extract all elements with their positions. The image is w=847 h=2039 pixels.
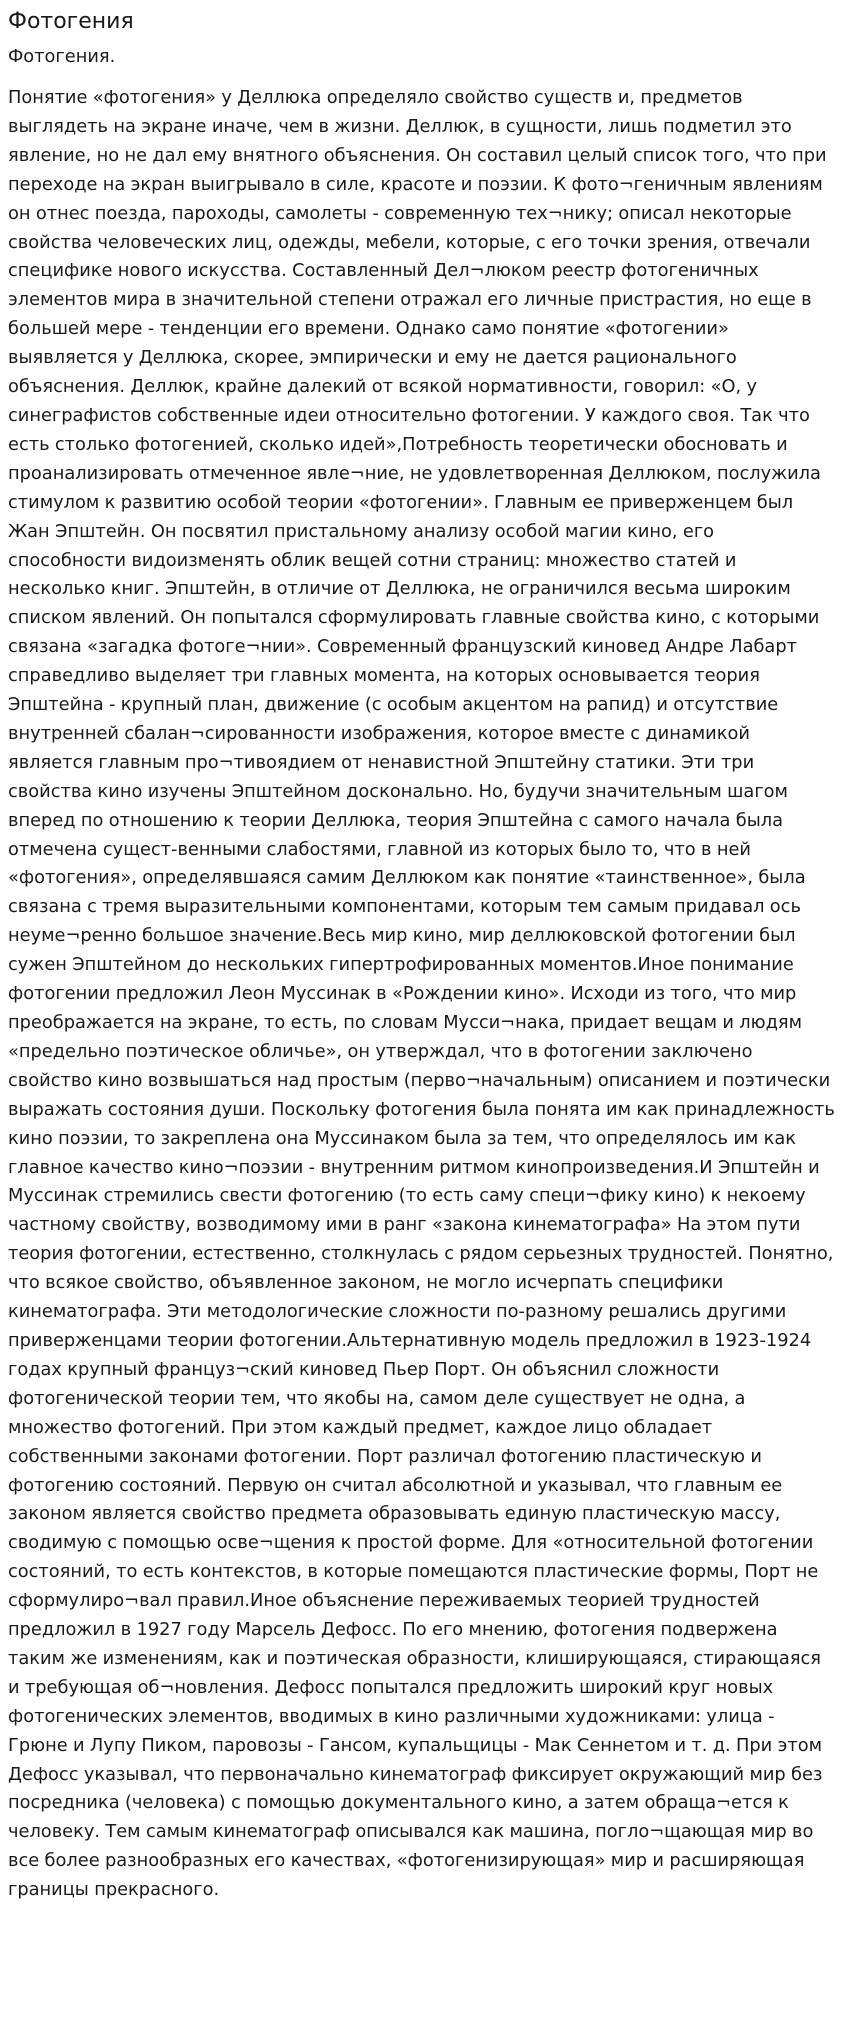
page-title: Фотогения <box>8 9 134 34</box>
article-subtitle: Фотогения. <box>8 46 116 67</box>
article-body: Понятие «фотогения» у Деллюка определяло свойство существ и, предметов выглядеть на экране иначе, чем в жизни. Деллюк, в сущности, лишь подметил это явление, но не дал ему внятного объяснения. Он составил целый список того, что при переходе на экран выигрывало в силе, красоте и поэзии. К фото¬геничным явлениям он отнес поезда, пароходы, самолеты - современную тех¬нику; описал некоторые свойства человеческих лиц, одежды, мебели, которые, с его точки зрения, отвечали специфике нового искусства. Составленный Дел¬люком реестр фотогеничных элементов мира в значительной степени отражал его личные пристрастия, но еще в большей мере - тенденции его времени. Однако само понятие «фотогении» выявляется у Деллюка, скорее, эмпирически и ему не дается рационального объяснения. Деллюк, крайне далекий от всякой нормативности, говорил: «О, у синеграфистов собственные идеи относительно фотогении. У каждого своя. Так что есть столько фотогенией, сколько идей»,Потребность теоретически обосновать и проанализировать отмеченное явле¬ние, не удовлетворенная Деллюком, послужила стимулом к развитию особой теории «фотогении». Главным ее приверженцем был Жан Эпштейн. Он посвятил пристальному анализу особой магии кино, его способности видоизменять облик вещей сотни страниц: множество статей и несколько книг. Эпштейн, в отличие от Деллюка, не ограничился весьма широким списком явлений. Он попытался сформулировать главные свойства кино, с которыми связана «загадка фотоге¬нии». Современный французский киновед Андре Лабарт справедливо выделяет три главных момента, на которых основывается теория Эпштейна - крупный план, движение (с особым акцентом на рапид) и отсутствие внутренней сбалан¬сированности изображения, которое вместе с динамикой является главным про¬тивоядием от ненавистной Эпштейну статики. Эти три свойства кино изучены Эпштейном досконально. Но, будучи значительным шагом вперед по отношению к теории Деллюка, теория Эпштейна с самого начала была отмечена сущест-венными слабостями, главной из которых было то, что в ней «фотогения», определявшаяся самим Деллюком как понятие «таинственное», была связана с тремя выразительными компонентами, которым тем самым придавал ось неуме¬ренно большое значение.Весь мир кино, мир деллюковской фотогении был сужен Эпштейном до нескольких гипертрофированных моментов.Иное понимание фотогении предложил Леон Муссинак в «Рождении кино». Исходи из того, что мир преображается на экране, то есть, по словам Мусси¬нака, придает вещам и людям «предельно поэтическое обличье», он утверждал, что в фотогении заключено свойство кино возвышаться над простым (перво¬начальным) описанием и поэтически выражать состояния души. Поскольку фотогения была понята им как принадлежность кино поэзии, то закреплена она Муссинаком была за тем, что определялось им как главное качество кино¬поэзии - внутренним ритмом кинопроизведения.И Эпштейн и Муссинак стремились свести фотогению (то есть саму специ¬фику кино) к некоему частному свойству, возводимому ими в ранг «закона кинематографа» На этом пути теория фотогении, естественно, столкнулась с рядом серьезных трудностей. Понятно, что всякое свойство, объявленное законом, не могло исчерпать специфики кинематографа. Эти методологические сложности по-разному решались другими приверженцами теории фотогении.Альтернативную модель предложил в 1923-1924 годах крупный француз¬ский киновед Пьер Порт. Он объяснил сложности фотогенической теории тем, что якобы на, самом деле существует не одна, а множество фотогений. При этом каждый предмет, каждое лицо обладает собственными законами фотогении. Порт различал фотогению пластическую и фотогению состояний. Первую он считал абсолютной и указывал, что главным ее законом является свойство предмета образовывать единую пластическую массу, сводимую с помощью осве¬щения к простой форме. Для «относительной фотогении состояний, то есть контекстов, в которые помещаются пластические формы, Порт не сформулиро¬вал правил.Иное объяснение переживаемых теорией трудностей предложил в 1927 году Марсель Дефосс. По его мнению, фотогения подвержена таким же изменениям, как и поэтическая образности, клиширующаяся, стирающаяся и требующая об¬новления. Дефосс попытался предложить широкий круг новых фотогенических элементов, вводимых в кино различными художниками: улица - Грюне и Лупу Пиком, паровозы - Гансом, купальщицы - Мак Сеннетом и т. д. При этом Дефосс указывал, что первоначально кинематограф фиксирует окружающий мир без посредника (человека) с помощью документального кино, а затем обраща¬ется к человеку. Тем самым кинематограф описывался как машина, погло¬щающая мир во все более разнообразных его качествах, «фотогенизирующая» мир и расширяющая границы прекрасного. <box>8 87 835 1901</box>
